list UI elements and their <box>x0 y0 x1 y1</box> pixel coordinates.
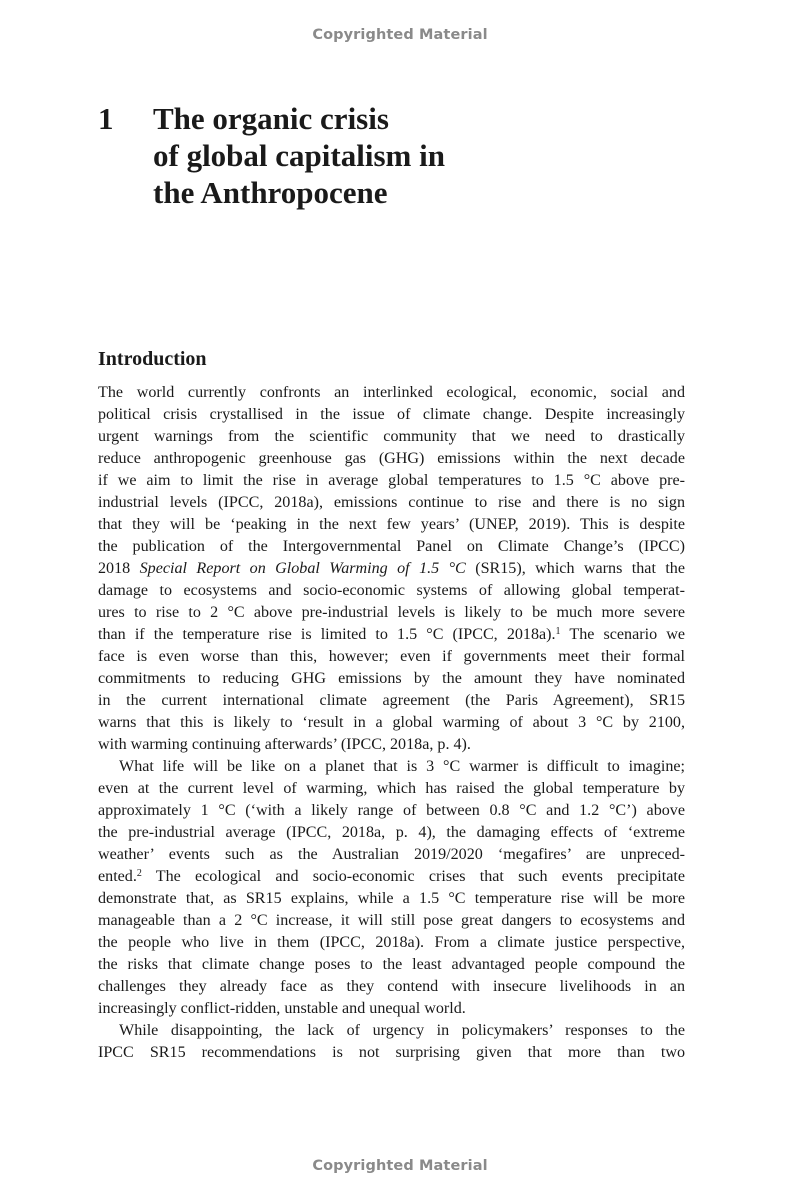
body-text <box>98 382 685 1064</box>
text-line: if we aim to limit the rise in average global temperatures to 1.5 °C above pre- <box>98 472 685 489</box>
text-segment: The scenario we <box>560 626 685 643</box>
chapter-title-line: of global capitalism in <box>153 138 445 173</box>
text-line: challenges they already face as they contend with insecure livelihoods in an <box>98 978 685 995</box>
text-line: manageable than a 2 °C increase, it will still pose great dangers to ecosystems and <box>98 912 685 929</box>
copyright-footer: Copyrighted Material <box>312 1158 488 1174</box>
text-line <box>98 558 685 580</box>
text-line: the pre-industrial average (IPCC, 2018a, p. 4), the damaging effects of ‘extreme <box>98 824 685 841</box>
text-line: weather’ events such as the Australian 2019/2020 ‘megafires’ are unpreced- <box>98 846 685 863</box>
text-line: political crisis crystallised in the issue of climate change. Despite increasingly <box>98 406 685 423</box>
text-line: the risks that climate change poses to the least advantaged people compound the <box>98 956 685 973</box>
section-heading: Introduction <box>98 348 207 370</box>
copyright-header: Copyrighted Material <box>312 27 488 43</box>
text-line: While disappointing, the lack of urgency in policymakers’ responses to the <box>119 1022 685 1039</box>
footnote-ref-1: 1 <box>555 626 561 637</box>
text-line: with warming continuing afterwards’ (IPCC, 2018a, p. 4). <box>98 736 471 753</box>
text-line: demonstrate that, as SR15 explains, while a 1.5 °C temperature rise will be more <box>98 890 685 907</box>
text-line: face is even worse than this, however; even if governments meet their formal <box>98 648 685 665</box>
text-line: in the current international climate agreement (the Paris Agreement), SR15 <box>98 692 685 709</box>
text-line: commitments to reducing GHG emissions by the amount they have nominated <box>98 670 685 687</box>
text-line: increasingly conflict-ridden, unstable and unequal world. <box>98 1000 466 1017</box>
text-line: the publication of the Intergovernmental Panel on Climate Change’s (IPCC) <box>98 538 685 555</box>
text-line: that they will be ‘peaking in the next few years’ (UNEP, 2019). This is despite <box>98 516 685 533</box>
text-line: What life will be like on a planet that is 3 °C warmer is difficult to imagine; <box>119 758 685 775</box>
text-line: reduce anthropogenic greenhouse gas (GHG) emissions within the next decade <box>98 450 685 467</box>
text-line: The world currently confronts an interlinked ecological, economic, social and <box>98 384 685 401</box>
footnote-ref-2: 2 <box>136 868 142 879</box>
text-line <box>98 624 685 646</box>
text-segment: 2018 <box>98 560 140 577</box>
text-line: the people who live in them (IPCC, 2018a). From a climate justice perspective, <box>98 934 685 951</box>
text-segment: ented. <box>98 868 137 885</box>
text-segment: (SR15), which warns that the <box>465 560 685 577</box>
text-line: approximately 1 °C (‘with a likely range of between 0.8 °C and 1.2 °C’) above <box>98 802 685 819</box>
chapter-number: 1 <box>98 101 114 136</box>
text-segment: The ecological and socio-economic crises that such events precipitate <box>141 868 685 885</box>
text-line: industrial levels (IPCC, 2018a), emissions continue to rise and there is no sign <box>98 494 685 511</box>
chapter-title <box>153 100 573 211</box>
text-line: ures to rise to 2 °C above pre-industrial levels is likely to be much more severe <box>98 604 685 621</box>
text-line: damage to ecosystems and socio-economic systems of allowing global temperat- <box>98 582 685 599</box>
text-line: IPCC SR15 recommendations is not surprising given that more than two <box>98 1044 685 1061</box>
text-line <box>98 866 685 888</box>
text-segment: than if the temperature rise is limited to 1.5 °C (IPCC, 2018a). <box>98 626 556 643</box>
text-line: urgent warnings from the scientific community that we need to drastically <box>98 428 685 445</box>
report-title-italic: Special Report on Global Warming of 1.5 °C <box>139 560 466 577</box>
text-line: even at the current level of warming, which has raised the global temperature by <box>98 780 685 797</box>
chapter-title-line: the Anthropocene <box>153 175 388 210</box>
text-line: warns that this is likely to ‘result in a global warming of about 3 °C by 2100, <box>98 714 685 731</box>
chapter-title-line: The organic crisis <box>153 101 389 136</box>
